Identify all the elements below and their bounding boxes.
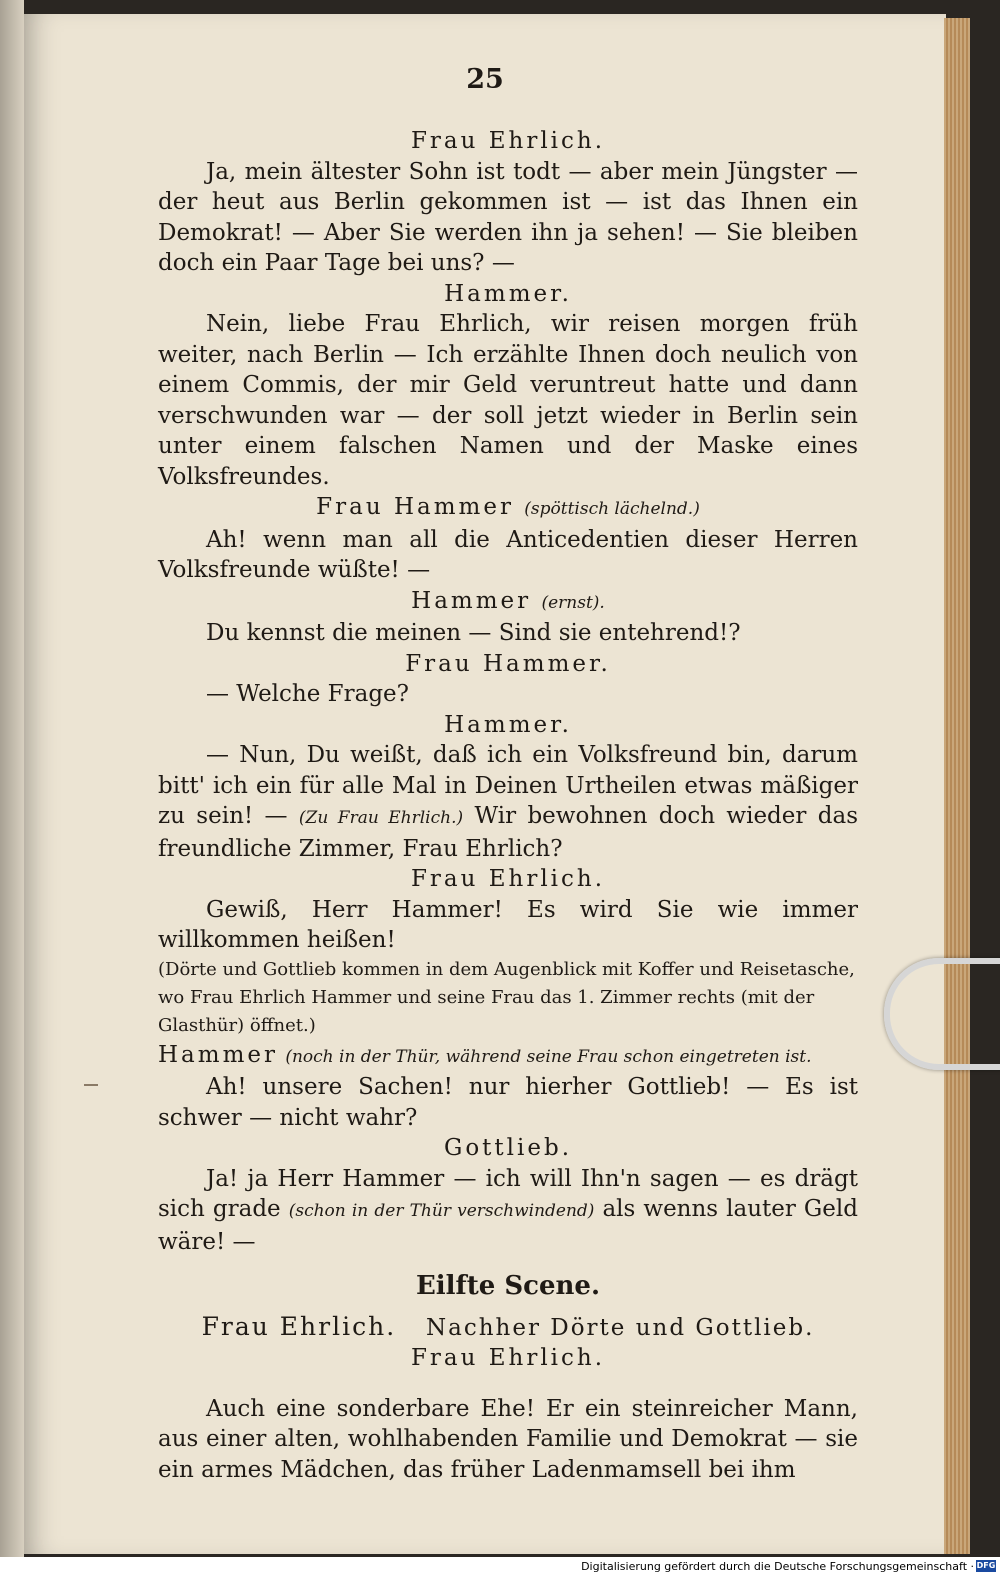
margin-mark [84, 1084, 98, 1086]
dialogue-line: Ah! unsere Sachen! nur hierher Gottlieb! — Es ist schwer — nicht wahr? [158, 1074, 858, 1131]
page-number: 25 [466, 64, 504, 95]
speaker-frau-hammer: Frau Hammer. [405, 650, 611, 677]
spacer [158, 1374, 858, 1394]
stage-direction: (spöttisch lächelnd.) [524, 499, 700, 519]
dialogue-line: Gewiß, Herr Hammer! Es wird Sie wie immer willkommen heißen! [158, 896, 858, 953]
dialogue-line: Nein, liebe Frau Ehrlich, wir reisen morgen früh weiter, nach Berlin — Ich erzählte Ihnen doch neulich von einem Commis, der mir Geld veruntreut hatte und dann verschwunden war — der soll jetzt wieder in Berlin sein unter einem falschen Namen und der Maske eines Volksfreundes. [158, 311, 858, 490]
dialogue-text: als wenns lauter Geld wäre! — [158, 1196, 858, 1255]
dialogue-line: Du kennst die meinen — Sind sie entehrend!? [206, 620, 741, 646]
dialogue-line [158, 1164, 858, 1258]
speaker-name: Hammer [158, 1041, 278, 1068]
speaker-hammer-line [158, 1040, 858, 1073]
dfg-logo-icon: DFG [976, 1561, 996, 1570]
speaker-frau-hammer [158, 492, 858, 525]
dialogue-text: — Nun, Du weißt, daß ich ein Volksfreund bin, darum bitt' ich ein für alle Mal in Deinen Urtheilen etwas mäßiger zu sein! — [158, 742, 858, 829]
cast-main: Frau Ehrlich. [201, 1311, 397, 1341]
footer-text: Digitalisierung gefördert durch die Deutsche Forschungsgemeinschaft · [581, 1560, 974, 1573]
speaker-frau-ehrlich: Frau Ehrlich. [410, 128, 606, 154]
page-clip [884, 958, 1000, 1070]
scene-heading: Eilfte Scene. [415, 1271, 600, 1301]
dialogue-text: Ja! ja Herr Hammer — ich will Ihn'n sagen — es drägt sich grade [158, 1165, 858, 1222]
speaker-gottlieb: Gottlieb. [443, 1135, 573, 1161]
dialogue-text: Wir bewohnen doch wieder das freundliche Zimmer, Frau Ehrlich? [158, 803, 858, 862]
stage-direction: (schon in der Thür verschwindend) [288, 1201, 595, 1221]
dialogue-line: Ja, mein ältester Sohn ist todt — aber mein Jüngster — der heut aus Berlin gekommen ist — ist das Ihnen ein Demokrat! — Aber Sie werden ihn ja sehen! — Sie bleiben doch ein Paar Tage bei uns? — [158, 158, 858, 276]
cast-later: Nachher Dörte und Gottlieb. [426, 1314, 815, 1341]
speaker-hammer [158, 586, 858, 619]
dialogue-line: — Welche Frage? [206, 681, 409, 707]
stage-direction: (noch in der Thür, während seine Frau schon eingetreten ist. [285, 1046, 812, 1067]
dialogue-line [158, 740, 858, 864]
dialogue-line: Ah! wenn man all die Anticedentien dieser Herren Volksfreunde wüßte! — [158, 526, 858, 583]
stage-direction-block: (Dörte und Gottlieb kommen in dem Augenblick mit Koffer und Reisetasche, wo Frau Ehrlich Hammer und seine Frau das 1. Zimmer rechts (mit der Glasthür) öffnet.) [158, 958, 855, 1036]
dialogue-line: Auch eine sonderbare Ehe! Er ein steinreicher Mann, aus einer alten, wohlhabenden Familie und Demokrat — sie ein armes Mädchen, das früher Ladenmamsell bei ihm [158, 1395, 858, 1483]
book-page [24, 14, 946, 1554]
stage-direction: (ernst). [541, 592, 605, 613]
page-text [158, 126, 858, 1485]
speaker-frau-ehrlich: Frau Ehrlich. [410, 866, 606, 892]
speaker-name: Frau Hammer [316, 494, 514, 520]
speaker-hammer: Hammer. [444, 280, 572, 307]
speaker-name: Hammer [411, 587, 532, 614]
left-page-edge [0, 0, 24, 1576]
stage-direction: (Zu Frau Ehrlich.) [298, 808, 464, 828]
digitization-footer [0, 1557, 1000, 1576]
speaker-hammer: Hammer. [444, 711, 572, 738]
scene-cast [158, 1312, 858, 1344]
page-block-edge [944, 18, 970, 1554]
speaker-frau-ehrlich: Frau Ehrlich. [410, 1345, 606, 1371]
